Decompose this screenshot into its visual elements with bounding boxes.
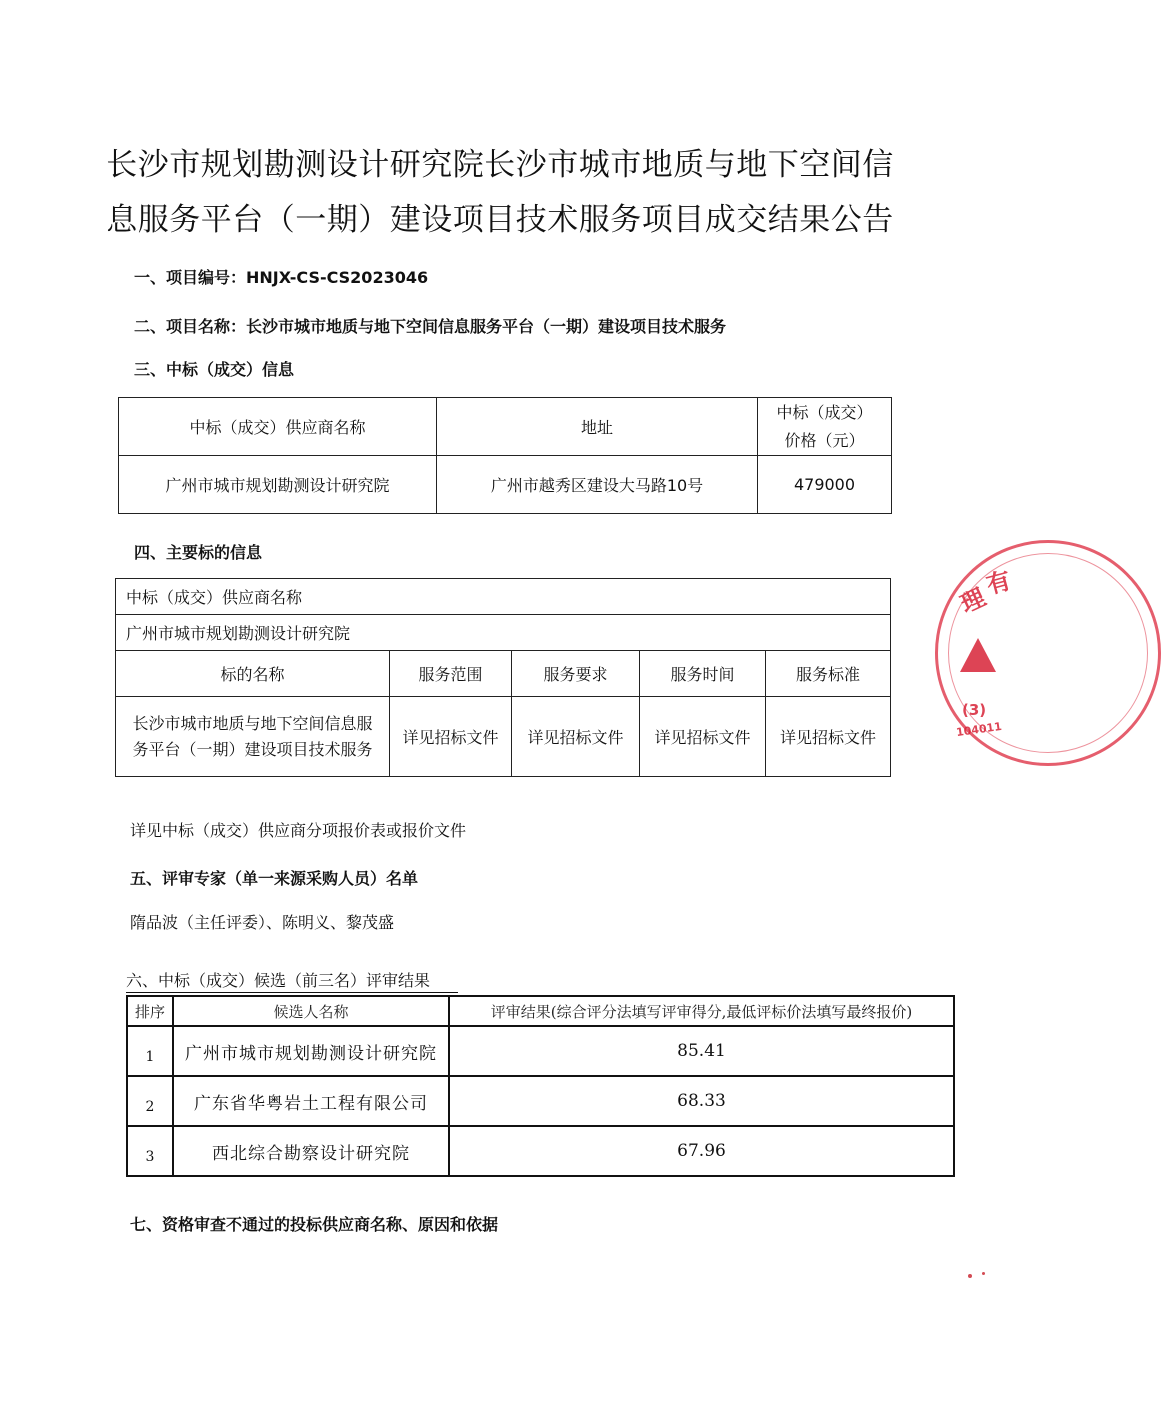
header-review-result: 评审结果(综合评分法填写评审得分,最低评标价法填写最终报价) [449,996,954,1026]
header-candidate-name: 候选人名称 [173,996,449,1026]
seal-star-icon [960,638,996,672]
section-project-name: 二、项目名称：长沙市城市地质与地下空间信息服务平台（一期）建设项目技术服务 [134,317,727,336]
seal-char-1: 理 [956,583,990,619]
section-candidates: 六、中标（成交）候选（前三名）评审结果 [126,968,458,993]
table-row [127,1026,954,1076]
header-supplier-name: 中标（成交）供应商名称 [119,398,437,456]
section-winning-info: 三、中标（成交）信息 [134,360,295,379]
main-subject-table [115,578,891,777]
title-line-2: 息服务平台（一期）建设项目技术服务项目成交结果公告 [106,202,894,238]
seal-code: 104011 [955,719,1003,740]
candidate-score: 68.33 [449,1076,954,1126]
candidate-name: 西北综合勘察设计研究院 [173,1126,449,1176]
section-experts: 五、评审专家（单一来源采购人员）名单 [130,869,419,888]
subject-name-line-1: 长沙市城市地质与地下空间信息服 [132,713,373,733]
subject-row-supplier-name: 广州市城市规划勘测设计研究院 [116,615,891,651]
official-seal [935,540,1161,766]
candidate-name: 广州市城市规划勘测设计研究院 [173,1026,449,1076]
title-line-1: 长沙市规划勘测设计研究院长沙市城市地质与地下空间信 [106,147,894,183]
candidate-score: 85.41 [449,1026,954,1076]
table-row [127,1076,954,1126]
ink-dot [982,1272,985,1275]
rank: 2 [127,1076,173,1126]
service-standard: 详见招标文件 [766,697,891,777]
candidate-name: 广东省华粤岩土工程有限公司 [173,1076,449,1126]
winning-info-table [118,397,892,514]
service-scope: 详见招标文件 [390,697,512,777]
header-address: 地址 [437,398,758,456]
section-project-number: 一、项目编号：HNJX-CS-CS2023046 [134,268,429,287]
rank: 3 [127,1126,173,1176]
header-service-standard: 服务标准 [766,651,891,697]
rank: 1 [127,1026,173,1076]
seal-char-2: 有 [983,566,1014,600]
supplier-address: 广州市越秀区建设大马路10号 [437,456,758,514]
header-service-requirement: 服务要求 [512,651,640,697]
section-main-subject: 四、主要标的信息 [134,543,263,562]
candidate-score: 67.96 [449,1126,954,1176]
subject-row-supplier-label: 中标（成交）供应商名称 [116,579,891,615]
header-price-line-2: 价格（元） [784,430,865,450]
page-title [100,138,900,248]
expert-list: 隋品波（主任评委）、陈明义、黎茂盛 [130,913,395,932]
header-subject-name: 标的名称 [116,651,390,697]
candidate-results-table [126,995,955,1177]
header-price-line-1: 中标（成交） [776,402,873,422]
header-price [758,398,892,456]
header-service-scope: 服务范围 [390,651,512,697]
ink-dot [968,1274,972,1278]
winning-price: 479000 [758,456,892,514]
subject-name [116,697,390,777]
service-requirement: 详见招标文件 [512,697,640,777]
supplier-name: 广州市城市规划勘测设计研究院 [119,456,437,514]
header-rank: 排序 [127,996,173,1026]
quote-note: 详见中标（成交）供应商分项报价表或报价文件 [130,821,467,840]
seal-number: (3) [962,701,987,719]
subject-name-line-2: 务平台（一期）建设项目技术服务 [132,739,373,759]
section-disqualified: 七、资格审查不通过的投标供应商名称、原因和依据 [130,1215,499,1234]
header-service-time: 服务时间 [640,651,766,697]
service-time: 详见招标文件 [640,697,766,777]
table-row [127,1126,954,1176]
